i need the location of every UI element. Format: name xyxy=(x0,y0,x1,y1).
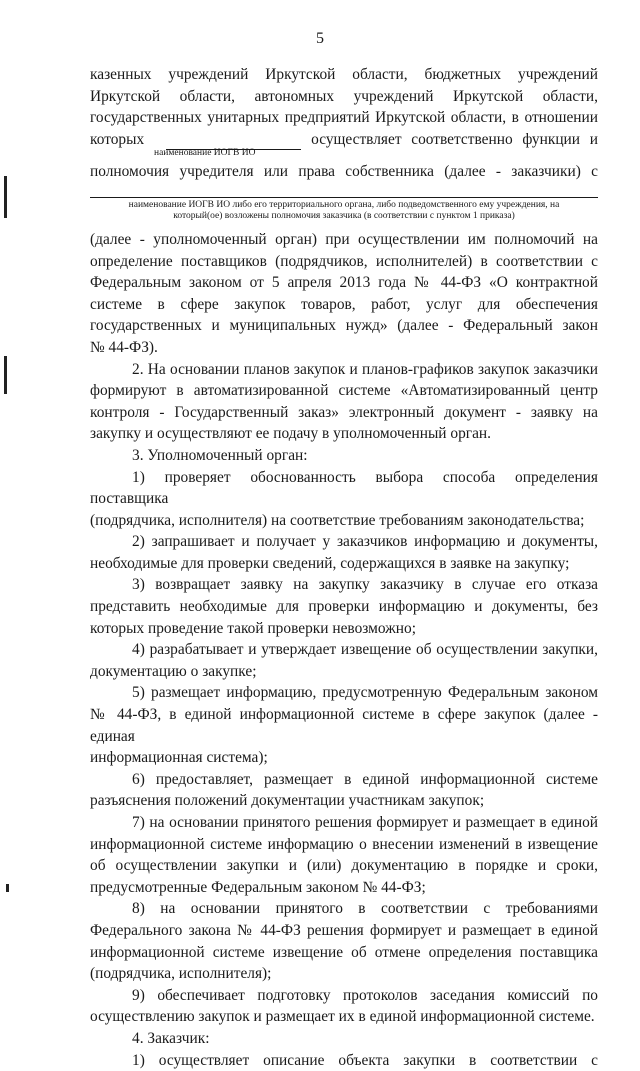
body-line: формируют в автоматизированной системе «Автоматизированный центр xyxy=(90,382,598,400)
body-line: необходимые для проверки сведений, содержащихся в заявке на закупку; xyxy=(90,554,570,572)
body-line: 2) запрашивает и получает у заказчиков информацию и документы, xyxy=(132,533,598,551)
body-line: 8) на основании принятого в соответствии с требованиями xyxy=(132,900,598,918)
body-line: об осуществлении закупки и (или) документацию в порядке и сроки, xyxy=(90,857,598,875)
body-line: контроля - Государственный заказ» электронный документ - заявку на xyxy=(90,403,598,421)
page-number: 5 xyxy=(316,30,324,47)
body-line: 5) размещает информацию, предусмотренную Федеральным законом xyxy=(132,684,598,702)
authority-caption-line: наименование ИОГВ ИО либо его территориального органа, либо подведомственного ему учреждения, на xyxy=(128,199,560,210)
authority-caption xyxy=(90,200,598,223)
body-line: информационной системе извещение об отмене определения поставщика xyxy=(90,943,598,961)
ogv-name-caption: наименование ИОГВ ИО xyxy=(154,148,256,159)
body-line: (далее - уполномоченный орган) при осуществлении им полномочий на xyxy=(90,230,598,248)
body-line: (подрядчика, исполнителя); xyxy=(90,965,272,983)
scan-edge-mark xyxy=(4,356,7,394)
body-line: 3. Уполномоченный орган: xyxy=(132,446,308,464)
scan-edge-mark xyxy=(4,176,7,218)
body-line: Федеральным законом от 5 апреля 2013 года № 44-ФЗ «О контрактной xyxy=(90,274,598,292)
body-line: разъяснения положений документации участникам закупок; xyxy=(90,792,485,810)
body-line: № 44-ФЗ, в единой информационной системе в сфере закупок (далее - единая xyxy=(90,706,598,745)
body-line: которых проведение такой проверки невозможно; xyxy=(90,619,417,637)
body-line: государственных и муниципальных нужд» (далее - Федеральный закон xyxy=(90,317,598,335)
body-line: 3) возвращает заявку на закупку заказчику в случае его отказа xyxy=(132,576,598,594)
body-line: 6) предоставляет, размещает в единой информационной системе xyxy=(132,770,598,788)
body-line: информационная система); xyxy=(90,749,268,767)
body-line: (подрядчика, исполнителя) на соответствие требованиям законодательства; xyxy=(90,511,585,529)
body-line: 4) разрабатывает и утверждает извещение об осуществлении закупки, xyxy=(132,641,598,659)
fill-in-line xyxy=(90,129,598,151)
body-line: Иркутской области, автономных учреждений Иркутской области, xyxy=(90,87,598,105)
body-line: предусмотренные Федеральным законом № 44-ФЗ; xyxy=(90,878,426,896)
body-line: представить необходимые для проверки информацию и документы, без xyxy=(90,598,598,616)
fill-line-prefix: которых xyxy=(90,130,145,148)
body-line: документацию о закупке; xyxy=(90,662,257,680)
body-line: информационной системе информацию о внесении изменений в извещение xyxy=(90,835,598,853)
body-line: определение поставщиков (подрядчиков, исполнителей) в соответствии с xyxy=(90,252,598,270)
fill-word: функции xyxy=(522,130,581,148)
body-line: 1) осуществляет описание объекта закупки в соответствии с xyxy=(132,1051,598,1069)
body-line: системе в сфере закупок товаров, работ, услуг для обеспечения xyxy=(90,295,598,313)
document-body xyxy=(90,64,598,1071)
body-line: 7) на основании принятого решения формирует и размещает в единой xyxy=(132,814,598,831)
fill-word: соответственно xyxy=(411,130,513,148)
body-line: 9) обеспечивает подготовку протоколов заседания комиссий по xyxy=(132,986,598,1004)
scan-edge-mark xyxy=(6,884,9,892)
body-line: осуществлению закупок и размещает их в единой информационной системе. xyxy=(90,1008,595,1026)
body-line: полномочия учредителя или права собственника (далее - заказчики) с xyxy=(90,163,598,181)
body-line: 1) проверяет обоснованность выбора способа определения поставщика xyxy=(90,468,598,508)
body-line: закупку и осуществляют ее подачу в уполномоченный орган. xyxy=(90,425,492,443)
body-line: Федерального закона № 44-ФЗ решения формирует и размещает в единой xyxy=(90,921,598,939)
fill-line-tail xyxy=(311,129,598,151)
body-line: 4. Заказчик: xyxy=(132,1029,210,1047)
body-paragraphs xyxy=(90,229,598,1071)
fill-word: и xyxy=(589,130,598,148)
body-line: казенных учреждений Иркутской области, бюджетных учреждений xyxy=(90,66,598,83)
authority-caption-line: который(ое) возложены полномочия заказчика (в соответствии с пунктом 1 приказа) xyxy=(173,211,515,222)
body-line: № 44-ФЗ). xyxy=(90,338,158,356)
authority-name-blank xyxy=(90,197,598,198)
body-line: государственных унитарных предприятий Иркутской области, в отношении xyxy=(90,109,598,127)
body-line: 2. На основании планов закупок и планов-графиков закупок заказчики xyxy=(132,360,598,378)
fill-word: осуществляет xyxy=(311,130,402,148)
